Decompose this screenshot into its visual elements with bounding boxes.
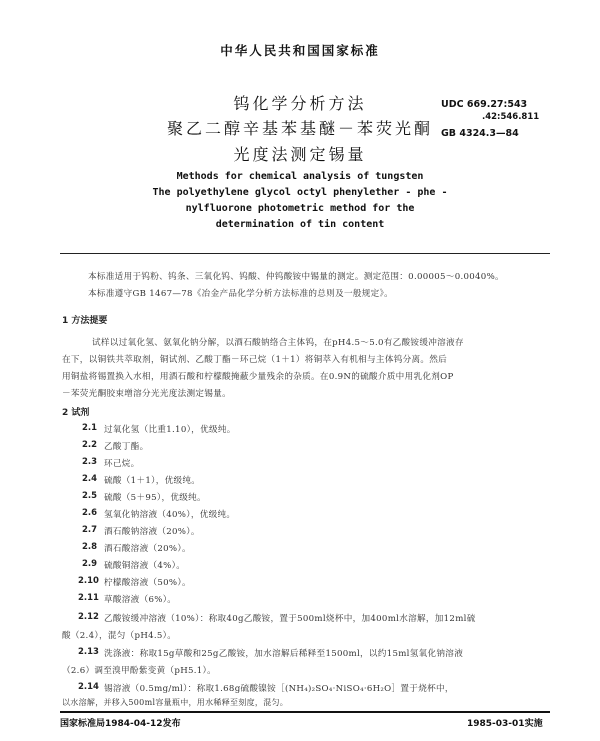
item-text: 氢氧化钠溶液（40%），优级纯。 <box>104 510 236 520</box>
item-text: 乙酸铵缓冲溶液（10%）：称取40g乙酸铵，置于500ml烧杯中，加400ml水溶解，加12ml硫 <box>104 614 476 624</box>
item-number: 2.12 <box>78 612 99 622</box>
udc-number-cont: .42:546.811 <box>482 112 540 122</box>
item-number: 2.10 <box>78 576 99 586</box>
title-en-line-3: nylfluorone photometric method for the <box>185 203 415 214</box>
section-1-line: 试样以过氧化氢、氨氧化钠分解，以酒石酸钠络合主体钨，在pH4.5～5.0有乙酸铵缓冲溶液存 <box>92 338 464 348</box>
item-number: 2.6 <box>82 508 98 518</box>
item-text: 硫酸（1＋1），优级纯。 <box>104 476 201 486</box>
intro-scope: 本标准适用于钨粉、钨条、三氧化钨、钨酸、仲钨酸铵中锡量的测定。测定范围：0.00005～0.0040%。 <box>88 272 504 282</box>
item-text: 锡溶液（0.5mg/ml）：称取1.68g硫酸镍铵［(NH₄)₂SO₄·NiSO₄·6H₂O］置于烧杯中， <box>104 684 454 694</box>
item-text: 硫酸（5＋95），优级纯。 <box>104 493 206 503</box>
section-1-heading: 1 方法提要 <box>62 316 108 326</box>
item-text: 乙酸丁酯。 <box>104 442 149 452</box>
section-2-heading: 2 试剂 <box>62 408 90 418</box>
item-number: 2.5 <box>82 491 98 501</box>
item-text: 酒石酸钠溶液（20%）。 <box>104 527 200 537</box>
header-rule <box>60 253 550 254</box>
item-text: 洗涤液：称取15g草酸和25g乙酸铵，加水溶解后稀释至1500ml，以约15ml氢氧化钠溶液 <box>104 649 464 659</box>
udc-number: UDC 669.27:543 <box>441 99 528 110</box>
section-1-line: 用铜盐将锡置换入水相，用酒石酸和柠檬酸掩蔽少量残余的杂质。在0.9N的硫酸介质中用乳化剂OP <box>62 372 454 382</box>
title-en-line-1: Methods for chemical analysis of tungsten <box>176 171 424 182</box>
item-number: 2.2 <box>82 440 98 450</box>
item-text-cont: 酸（2.4），混匀（pH4.5）。 <box>62 631 177 641</box>
effective-date: 1985-03-01实施 <box>467 719 543 729</box>
item-number: 2.7 <box>82 525 98 535</box>
item-number: 2.13 <box>78 647 99 657</box>
gb-number: GB 4324.3—84 <box>441 128 519 139</box>
item-number: 2.11 <box>78 593 99 603</box>
title-en-line-4: determination of tin content <box>215 219 385 230</box>
item-text: 过氧化氢（比重1.10），优级纯。 <box>104 425 236 435</box>
item-text: 柠檬酸溶液（50%）。 <box>104 578 191 588</box>
title-zh-line-2: 聚乙二醇辛基苯基醚－苯荧光酮 <box>166 119 433 138</box>
item-text: 草酸溶液（6%）。 <box>104 595 177 605</box>
title-zh-line-1: 钨化学分析方法 <box>233 94 367 113</box>
item-number: 2.4 <box>82 474 98 484</box>
item-number: 2.14 <box>78 682 99 692</box>
footer-rule <box>60 711 550 713</box>
item-number: 2.3 <box>82 457 98 467</box>
section-1-line: 在下，以铜铁共萃取剂，铜试剂、乙酸丁酯－环己烷（1＋1）将铜萃入有机相与主体钨分离。然后 <box>62 355 448 365</box>
title-en-line-2: The polyethylene glycol octyl phenylether - phe - <box>152 187 448 198</box>
title-zh-line-3: 光度法测定锡量 <box>233 145 367 164</box>
intro-compliance: 本标准遵守GB 1467—78《冶金产品化学分析方法标准的总则及一般规定》。 <box>88 289 394 299</box>
publish-date: 国家标准局1984-04-12发布 <box>60 719 181 729</box>
item-number: 2.9 <box>82 559 98 569</box>
item-number: 2.8 <box>82 542 98 552</box>
item-text: 硫酸铜溶液（4%）。 <box>104 561 186 571</box>
item-text-cont: 以水溶解，并移入500ml容量瓶中，用水稀释至刻度，混匀。 <box>62 698 289 707</box>
item-text-cont: （2.6）调至溴甲酚紫变黄（pH5.1）。 <box>62 666 217 676</box>
item-number: 2.1 <box>82 423 98 433</box>
state-standard-heading: 中华人民共和国国家标准 <box>220 43 380 58</box>
section-1-line: －苯荧光酮胶束增溶分光光度法测定锡量。 <box>62 389 231 399</box>
item-text: 酒石酸溶液（20%）。 <box>104 544 191 554</box>
item-text: 环己烷。 <box>104 459 140 469</box>
